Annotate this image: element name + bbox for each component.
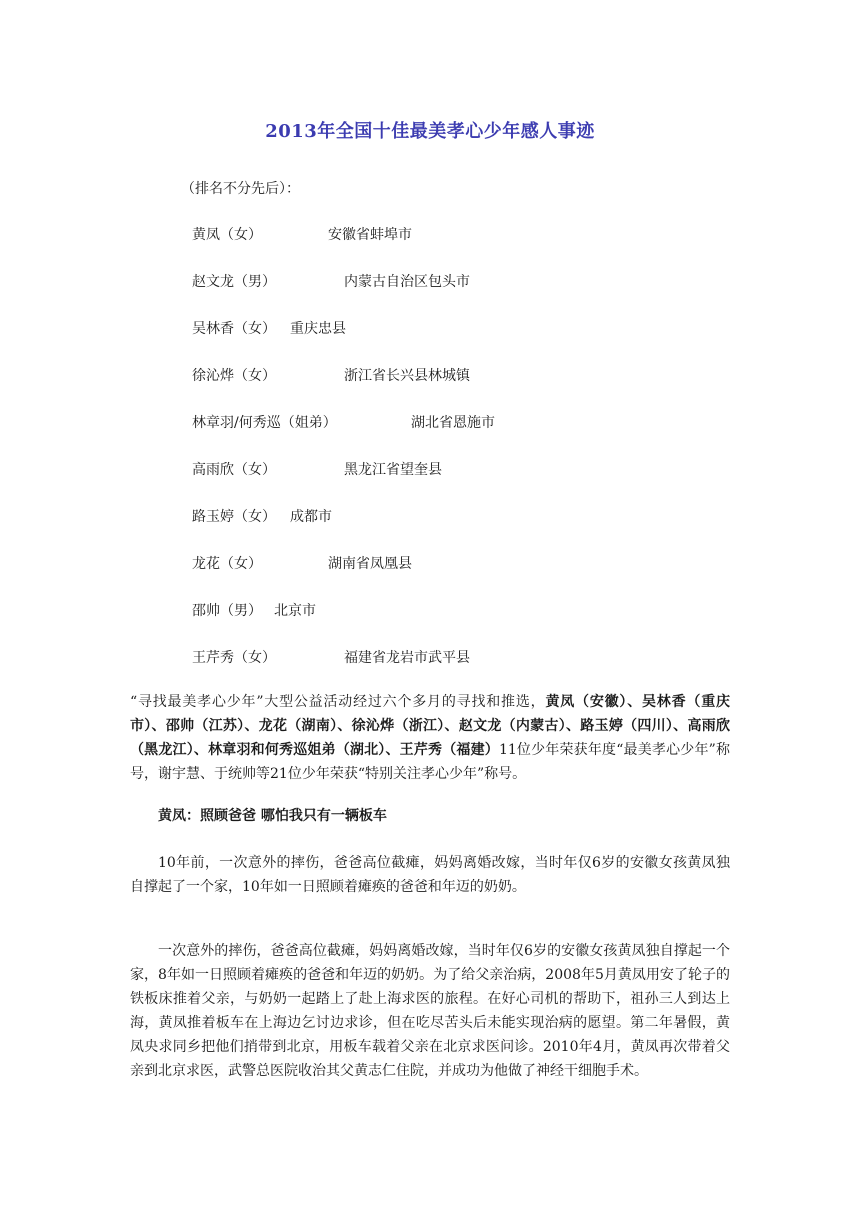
- list-item: [192, 271, 752, 318]
- list-item: [192, 647, 752, 694]
- winner-name: 路玉婷（女）: [192, 509, 276, 525]
- intro-winner-names: 黄凤（安徽）、吴林香（重庆市）、邵帅（江苏）、龙花（湖南）、徐沁烨（浙江）、赵文龙（内蒙古）、路玉婷（四川）、高雨欣（黑龙江）、林章羽和何秀巡姐弟（湖北）、王芹秀（福建）: [130, 694, 730, 758]
- winner-name: 高雨欣（女）: [192, 462, 276, 478]
- winner-location: 黑龙江省望奎县: [344, 462, 442, 478]
- list-item: [192, 318, 752, 365]
- list-item: [192, 553, 752, 600]
- list-item: [192, 506, 752, 553]
- list-item: [192, 224, 752, 271]
- list-item: [192, 365, 752, 412]
- winner-name: 徐沁烨（女）: [192, 368, 276, 384]
- winner-location: 安徽省蚌埠市: [328, 227, 412, 243]
- ranking-note: （排名不分先后）：: [181, 181, 300, 197]
- winner-name: 林章羽/何秀巡（姐弟）: [192, 415, 337, 431]
- list-item: [192, 412, 752, 459]
- winner-location: 浙江省长兴县林城镇: [344, 368, 470, 384]
- intro-paragraph: [130, 690, 730, 786]
- winner-location: 重庆忠县: [290, 321, 346, 337]
- winner-name: 龙花（女）: [192, 556, 262, 572]
- intro-lead: “寻找最美孝心少年”大型公益活动经过六个多月的寻找和推选，: [130, 694, 546, 710]
- story-paragraph: 10年前，一次意外的摔伤，爸爸高位截瘫，妈妈离婚改嫁，当时年仅6岁的安徽女孩黄凤独自撑起了一个家，10年如一日照顾着瘫痪的爸爸和年迈的奶奶。: [130, 855, 730, 895]
- winner-name: 赵文龙（男）: [192, 274, 276, 290]
- winner-location: 成都市: [290, 509, 332, 525]
- winner-location: 湖北省恩施市: [411, 415, 495, 431]
- winner-name: 吴林香（女）: [192, 321, 276, 337]
- winner-location: 湖南省凤凰县: [328, 556, 412, 572]
- list-item: [192, 600, 752, 647]
- winner-list: [192, 224, 752, 694]
- winner-location: 北京市: [274, 603, 316, 619]
- section-heading: 黄凤：照顾爸爸 哪怕我只有一辆板车: [158, 808, 387, 824]
- winner-location: 福建省龙岩市武平县: [344, 650, 470, 666]
- winner-location: 内蒙古自治区包头市: [344, 274, 470, 290]
- winner-name: 王芹秀（女）: [192, 650, 276, 666]
- winner-name: 邵帅（男）: [192, 603, 262, 619]
- story-paragraph: 一次意外的摔伤，爸爸高位截瘫，妈妈离婚改嫁，当时年仅6岁的安徽女孩黄凤独自撑起一个家，8年如一日照顾着瘫痪的爸爸和年迈的奶奶。为了给父亲治病，2008年5月黄凤用安了轮子的铁板床推着父亲，与奶奶一起踏上了赴上海求医的旅程。在好心司机的帮助下，祖孙三人到达上海，黄凤推着板车在上海边乞讨边求诊，但在吃尽苦头后未能实现治病的愿望。第二年暑假，黄凤央求同乡把他们捎带到北京，用板车载着父亲在北京求医问诊。2010年4月，黄凤再次带着父亲到北京求医，武警总医院收治其父黄志仁住院，并成功为他做了神经干细胞手术。: [130, 943, 730, 1079]
- winner-name: 黄凤（女）: [192, 227, 262, 243]
- intro-tail: 11位少年荣获年度“最美孝心少年”称号，谢宇慧、于统帅等21位少年荣获“特别关注孝心少年”称号。: [130, 742, 730, 782]
- document-title: 2013年全国十佳最美孝心少年感人事迹: [265, 121, 595, 142]
- list-item: [192, 459, 752, 506]
